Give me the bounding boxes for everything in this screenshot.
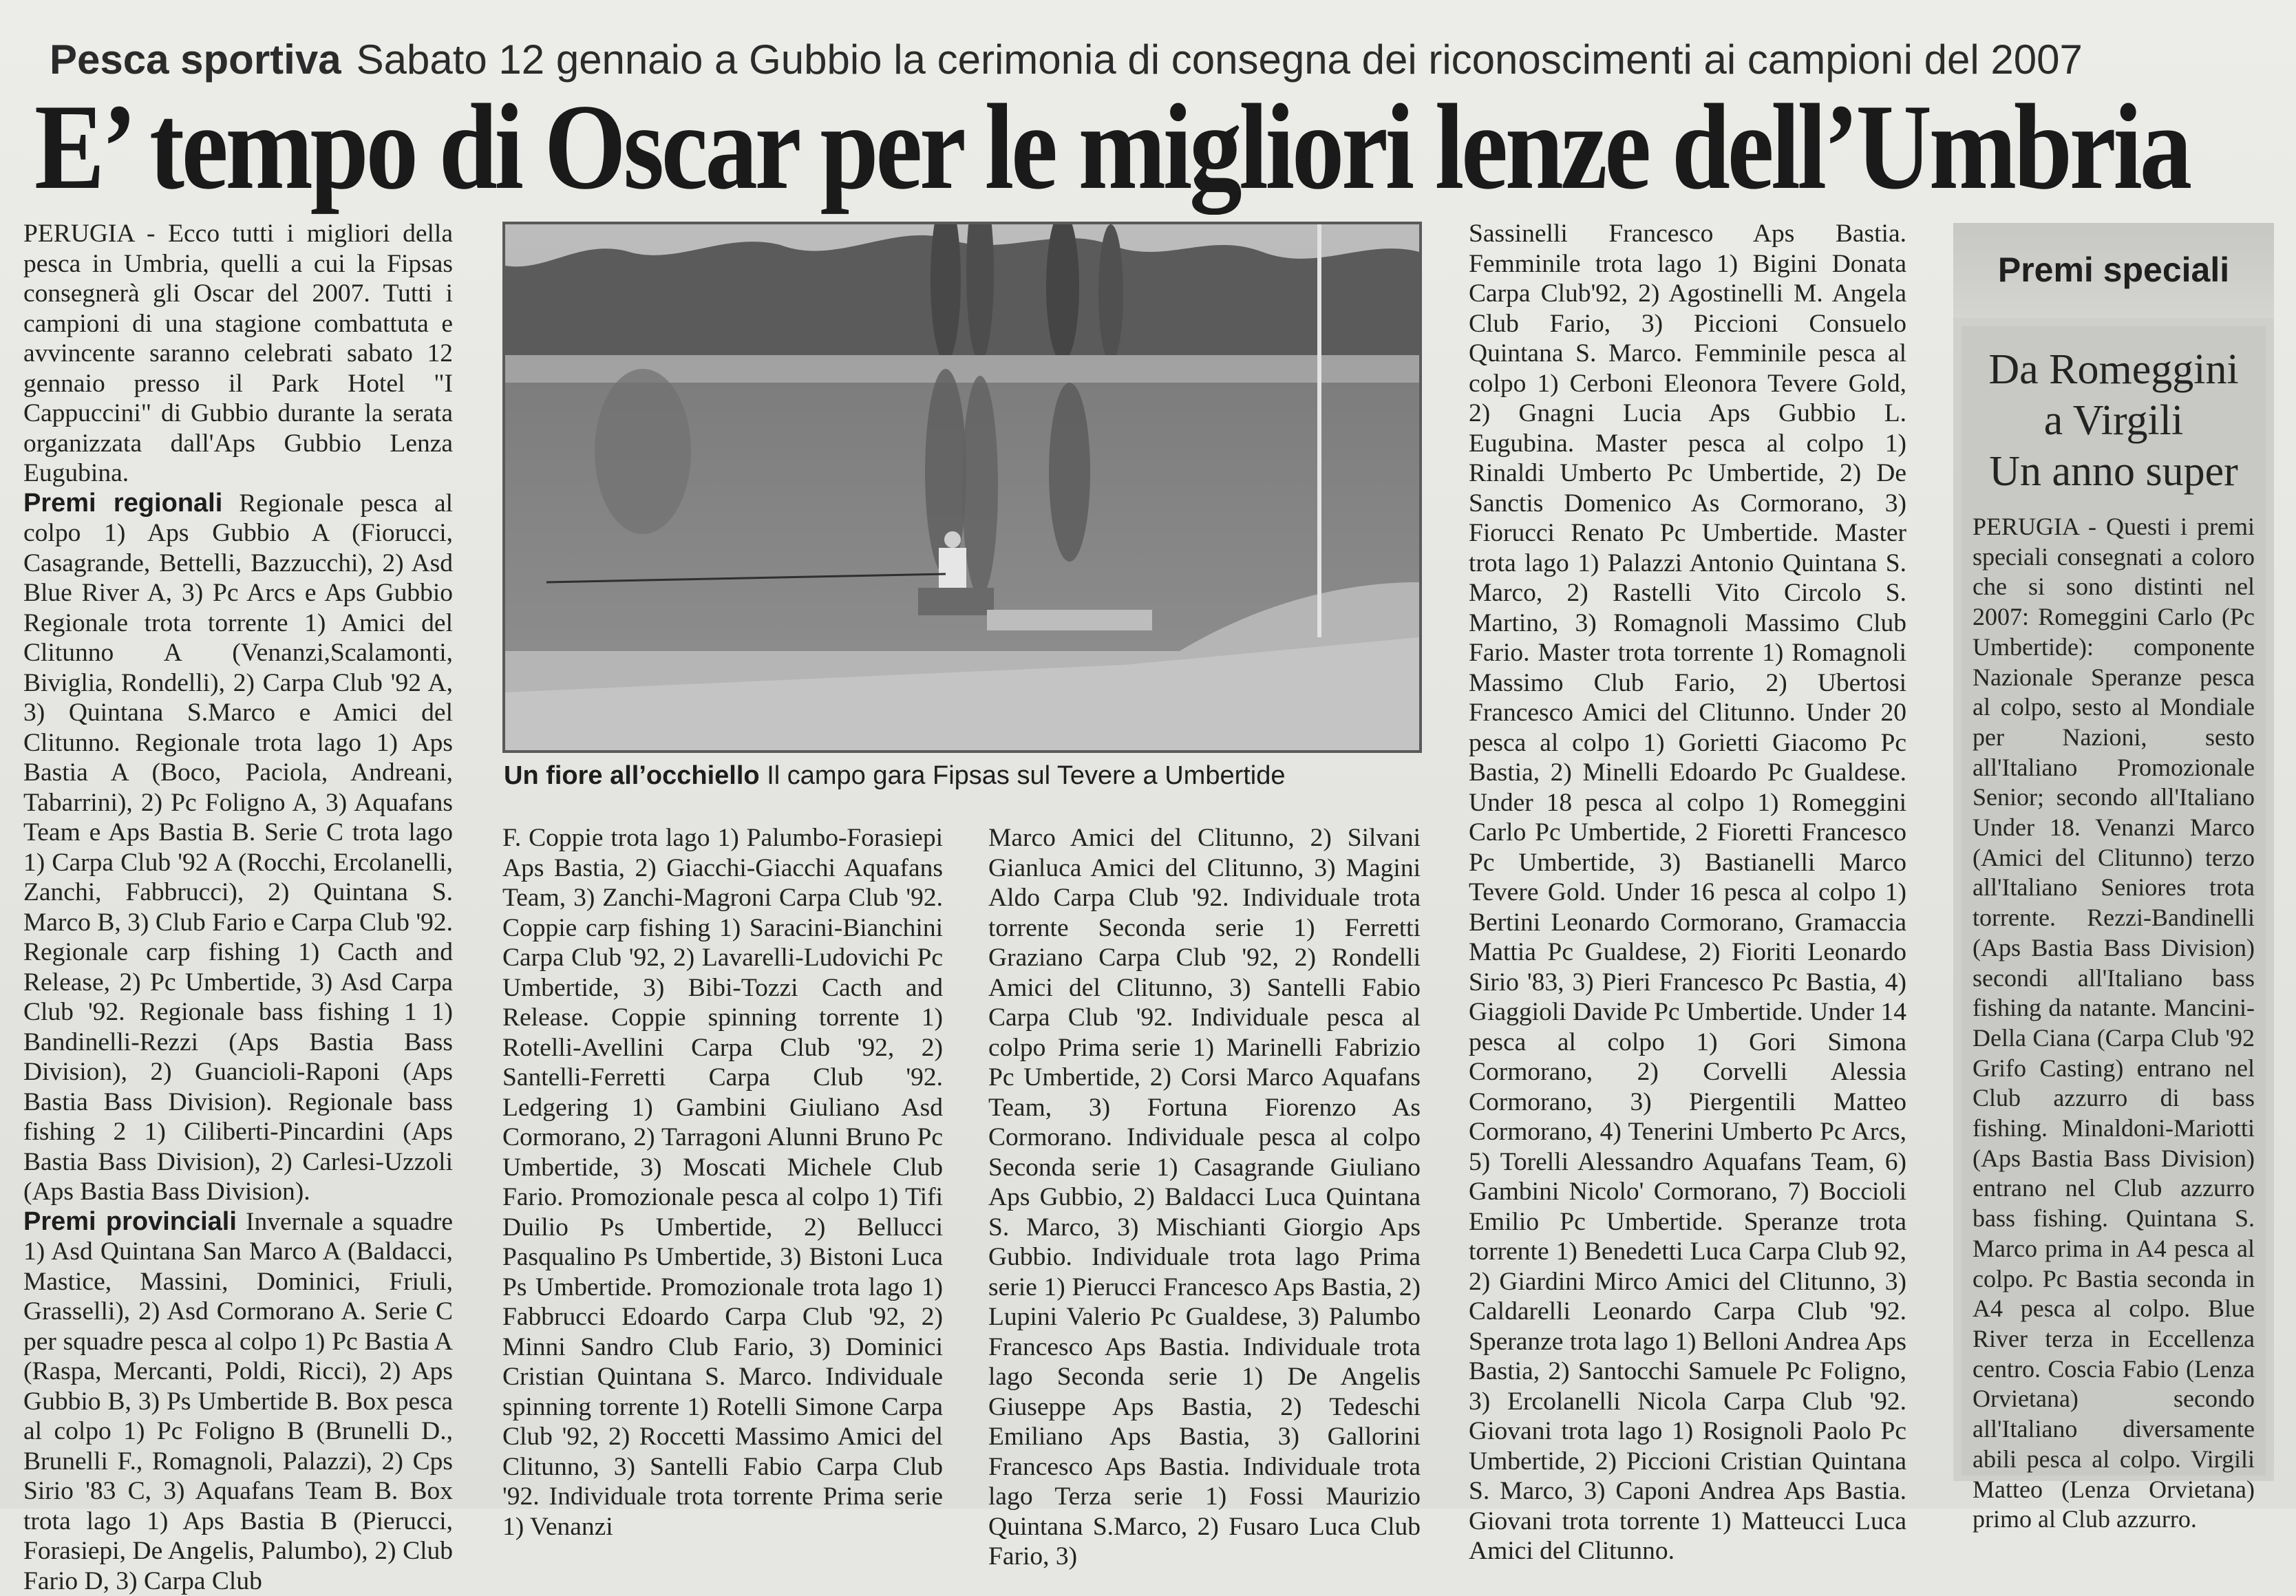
article-photo <box>502 222 1422 753</box>
section-tag: Pesca sportiva <box>50 36 341 83</box>
provinciali-paragraph <box>23 1207 453 1596</box>
sidebar-title-line-2: a Virgili <box>1962 395 2266 446</box>
caption-lead: Un fiore all’occhiello <box>504 761 760 790</box>
sidebar-box <box>1962 326 2266 1476</box>
column-2-text: F. Coppie trota lago 1) Palumbo-Forasiepi Aps Bastia, 2) Giacchi-Giacchi Aquafans Team, 3) Zanchi-Magroni Carpa Club '92. Coppie carp fishing 1) Saracini-Bianchini Carpa Club '92, 2) Lavarelli-Ludovichi Pc Umbertide, 3) Bibi-Tozzi Cacth and Release. Coppie spinning torrente 1) Rotelli-Avellini Carpa Club '92, 2) Santelli-Ferretti Carpa Club '92. Ledgering 1) Gambini Giuliano Asd Cormorano, 2) Tarragoni Alunni Bruno Pc Umbertide, 3) Moscati Michele Club Fario. Promozionale pesca al colpo 1) Tifi Duilio Ps Umbertide, 2) Bellucci Pasqualino Ps Umbertide, 3) Bistoni Luca Ps Umbertide. Promozionale trota lago 1) Fabbrucci Edoardo Carpa Club '92, 2) Minni Sandro Club Fario, 3) Dominici Cristian Quintana S. Marco. Individuale spinning torrente 1) Rotelli Simone Carpa Club '92, 2) Roccetti Massimo Amici del Clitunno, 3) Santelli Fabio Carpa Club '92. Individuale trota torrente Prima serie 1) Venanzi <box>502 823 943 1542</box>
article-headline: E’ tempo di Oscar per le migliori lenze dell’Umbria <box>34 81 1976 212</box>
caption-text: Il campo gara Fipsas sul Tevere a Umbertide <box>767 761 1285 790</box>
kicker-subtitle: Sabato 12 gennaio a Gubbio la cerimonia di consegna dei riconoscimenti ai campioni del 2007 <box>357 36 2083 83</box>
regionali-text: Regionale pesca al colpo 1) Aps Gubbio A (Fiorucci, Casagrande, Bettelli, Bazzucchi), 2) Asd Blue River A, 3) Pc Arcs e Aps Gubbio Regionale trota torrente 1) Amici del Clitunno A (Venanzi,Scalamonti, Biviglia, Rondelli), 2) Carpa Club '92 A, 3) Quintana S.Marco e Amici del Clitunno. Regionale trota lago 1) Aps Bastia A (Boco, Paciola, Andreani, Tabarrini), 2) Pc Foligno A, 3) Aquafans Team e Aps Bastia B. Serie C trota lago 1) Carpa Club '92 A (Rocchi, Ercolanelli, Zanchi, Fabbrucci), 2) Quintana S. Marco B, 3) Club Fario e Carpa Club '92. Regionale carp fishing 1) Cacth and Release, 2) Pc Umbertide, 3) Asd Carpa Club '92. Regionale bass fishing 1 1) Bandinelli-Rezzi (Aps Bastia Bass Division), 2) Guancioli-Raponi (Aps Bastia Bass Division). Regionale bass fishing 2 1) Ciliberti-Pincardini (Aps Bastia Bass Division), 2) Carlesi-Uzzoli (Aps Bastia Bass Division). <box>23 489 453 1206</box>
text-column-1 <box>23 219 453 1596</box>
regionali-paragraph <box>23 489 453 1207</box>
section-heading-regionali: Premi regionali <box>23 489 222 518</box>
text-column-3 <box>988 823 1421 1572</box>
provinciali-text: Invernale a squadre 1) Asd Quintana San Marco A (Baldacci, Mastice, Massini, Dominici, Friuli, Grasselli), 2) Asd Cormorano A. Serie C per squadre pesca al colpo 1) Pc Bastia A (Raspa, Mercanti, Poldi, Ricci), 2) Aps Gubbio B, 3) Ps Umbertide B. Box pesca al colpo 1) Pc Foligno B (Brunelli D., Brunelli F., Romagnoli, Palazzi), 2) Cps Sirio '83 C, 3) Aquafans Team B. Box trota lago 1) Aps Bastia B (Pierucci, Forasiepi, De Angelis, Palumbo), 2) Club Fario D, 3) Carpa Club <box>23 1208 453 1595</box>
sidebar-label-band <box>1953 223 2274 318</box>
sidebar-title-line-3: Un anno super <box>1962 446 2266 497</box>
column-4-text: Sassinelli Francesco Aps Bastia. Femminile trota lago 1) Bigini Donata Carpa Club'92, 2) Agostinelli M. Angela Club Fario, 3) Piccioni Consuelo Quintana S. Marco. Femminile pesca al colpo 1) Cerboni Eleonora Tevere Gold, 2) Gnagni Lucia Aps Gubbio L. Eugubina. Master pesca al colpo 1) Rinaldi Umberto Pc Umbertide, 2) De Sanctis Domenico As Cormorano, 3) Fiorucci Renato Pc Umbertide. Master trota lago 1) Palazzi Antonio Quintana S. Marco, 2) Rastelli Vito Circolo S. Martino, 3) Romagnoli Massimo Club Fario. Master trota torrente 1) Romagnoli Massimo Club Fario, 2) Ubertosi Francesco Amici del Clitunno. Under 20 pesca al colpo 1) Gorietti Giacomo Pc Bastia, 2) Minelli Edoardo Pc Gualdese. Under 18 pesca al colpo 1) Romeggini Carlo Pc Umbertide, 2 Fioretti Francesco Pc Umbertide, 3) Bastianelli Marco Tevere Gold. Under 16 pesca al colpo 1) Bertini Leonardo Cormorano, Gramaccia Mattia Pc Gualdese, 2) Fioriti Leonardo Sirio '83, 3) Pieri Francesco Pc Bastia, 4) Giaggioli Davide Pc Umbertide. Under 14 pesca al colpo 1) Gori Simona Cormorano, 2) Corvelli Alessia Cormorano, 3) Piergentili Matteo Cormorano, 4) Tenerini Umberto Pc Arcs, 5) Torelli Alessandro Aquafans Team, 6) Gambini Nicolo' Cormorano, 7) Boccioli Emilio Pc Umbertide. Speranze trota torrente 1) Benedetti Luca Carpa Club 92, 2) Giardini Mirco Amici del Clitunno, 3) Caldarelli Leonardo Carpa Club '92. Speranze trota lago 1) Belloni Andrea Aps Bastia, 2) Santocchi Samuele Pc Foligno, 3) Ercolanelli Nicola Carpa Club '92. Giovani trota lago 1) Rosignoli Paolo Pc Umbertide, 2) Piccioni Cristian Quintana S. Marco, 3) Caponi Andrea Aps Bastia. Giovani trota torrente 1) Matteucci Luca Amici del Clitunno. <box>1469 219 1906 1566</box>
text-column-2 <box>502 823 943 1542</box>
section-heading-provinciali: Premi provinciali <box>23 1207 237 1236</box>
sidebar-title-line-1: Da Romeggini <box>1962 344 2266 395</box>
sidebar-body: PERUGIA - Questi i premi speciali consegnati a coloro che si sono distinti nel 2007: Romeggini Carlo (Pc Umbertide): componente Nazionale Speranze pesca al colpo, sesto al Mondiale per Nazioni, sesto all'Italiano Promozionale Senior; secondo all'Italiano Under 18. Venanzi Marco (Amici del Clitunno) terzo all'Italiano Seniores trota torrente. Rezzi-Bandinelli (Aps Bastia Bass Division) secondi all'Italiano bass fishing da natante. Mancini-Della Ciana (Carpa Club '92 Grifo Casting) entrano nel Club azzurro di bass fishing. Minaldoni-Mariotti (Aps Bastia Bass Division) entrano nel Club azzurro bass fishing. Quintana S. Marco prima in A4 pesca al colpo. Pc Bastia seconda in A4 pesca al colpo. Blue River terza in Eccellenza centro. Coscia Fabio (Lenza Orvietana) secondo all'Italiano diversamente abili pesca al colpo. Virgili Matteo (Lenza Orvietana) primo al Club azzurro. <box>1973 512 2255 1535</box>
fishing-lake-photo <box>505 224 1419 750</box>
text-column-4 <box>1469 219 1906 1566</box>
column-3-text: Marco Amici del Clitunno, 2) Silvani Gianluca Amici del Clitunno, 3) Magini Aldo Carpa Club '92. Individuale trota torrente Seconda serie 1) Ferretti Graziano Carpa Club '92, 2) Rondelli Amici del Clitunno, 3) Santelli Fabio Carpa Club '92. Individuale pesca al colpo Prima serie 1) Marinelli Fabrizio Pc Umbertide, 2) Corsi Marco Aquafans Team, 3) Fortuna Fiorenzo As Cormorano. Individuale pesca al colpo Seconda serie 1) Casagrande Giuliano Aps Gubbio, 2) Baldacci Luca Quintana S. Marco, 3) Mischianti Giorgio Aps Gubbio. Individuale trota lago Prima serie 1) Pierucci Francesco Aps Bastia, 2) Lupini Valerio Pc Gualdese, 3) Palumbo Francesco Aps Bastia. Individuale trota lago Seconda serie 1) De Angelis Giuseppe Aps Bastia, 2) Tedeschi Emiliano Aps Bastia, 3) Gallorini Francesco Aps Bastia. Individuale trota lago Terza serie 1) Fossi Maurizio Quintana S.Marco, 2) Fusaro Luca Club Fario, 3) <box>988 823 1421 1572</box>
intro-paragraph: PERUGIA - Ecco tutti i migliori della pesca in Umbria, quelli a cui la Fipsas consegnerà gli Oscar del 2007. Tutti i campioni di una stagione combattuta e avvincente saranno celebrati sabato 12 gennaio presso il Park Hotel "I Cappuccini" di Gubbio durante la serata organizzata dall'Aps Gubbio Lenza Eugubina. <box>23 219 453 489</box>
photo-caption <box>504 760 1426 791</box>
sidebar-label: Premi speciali <box>1953 249 2274 290</box>
sidebar-title <box>1962 344 2266 497</box>
sidebar-premi-speciali <box>1953 223 2274 1481</box>
